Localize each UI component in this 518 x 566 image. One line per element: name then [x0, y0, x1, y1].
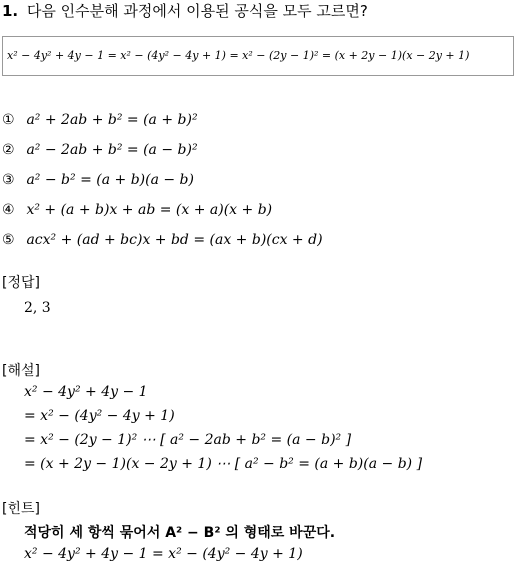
option-marker: ⑤ — [2, 232, 15, 248]
answer-label: [정답] — [2, 275, 40, 291]
hint-text: 적당히 세 항씩 묶어서 A² − B² 의 형태로 바꾼다. — [24, 525, 336, 541]
explanation-line-3: = x² − (2y − 1)² ⋯ [ a² − 2ab + b² = (a − b)² ] — [24, 432, 352, 448]
hint-equation: x² − 4y² + 4y − 1 = x² − (4y² − 4y + 1) — [24, 546, 303, 562]
option-marker: ① — [2, 112, 15, 128]
question — [2, 0, 368, 21]
option-formula: a² − 2ab + b² = (a − b)² — [26, 142, 198, 158]
boxed-equation: x² − 4y² + 4y − 1 = x² − (4y² − 4y + 1) = x² − (2y − 1)² = (x + 2y − 1)(x − 2y + 1) — [7, 49, 470, 62]
hint-label: [힌트] — [2, 501, 40, 517]
option-formula: x² + (a + b)x + ab = (x + a)(x + b) — [26, 202, 273, 218]
question-text: 다음 인수분해 과정에서 이용된 공식을 모두 고르면? — [26, 2, 368, 20]
answer-value: 2, 3 — [24, 300, 51, 316]
boxed-equation-frame — [2, 36, 514, 76]
option-marker: ③ — [2, 172, 15, 188]
option-marker: ② — [2, 142, 15, 158]
explanation-label: [해설] — [2, 363, 40, 379]
option-3 — [2, 172, 194, 188]
question-number: 1. — [2, 2, 19, 20]
option-1 — [2, 112, 198, 128]
explanation-line-2: = x² − (4y² − 4y + 1) — [24, 408, 175, 424]
option-formula: a² + 2ab + b² = (a + b)² — [26, 112, 198, 128]
explanation-line-1: x² − 4y² + 4y − 1 — [24, 384, 148, 400]
option-2 — [2, 142, 198, 158]
option-4 — [2, 202, 272, 218]
option-formula: acx² + (ad + bc)x + bd = (ax + b)(cx + d) — [26, 232, 323, 248]
option-formula: a² − b² = (a + b)(a − b) — [26, 172, 194, 188]
option-5 — [2, 232, 323, 248]
explanation-line-4: = (x + 2y − 1)(x − 2y + 1) ⋯ [ a² − b² = (a + b)(a − b) ] — [24, 456, 423, 472]
option-marker: ④ — [2, 202, 15, 218]
